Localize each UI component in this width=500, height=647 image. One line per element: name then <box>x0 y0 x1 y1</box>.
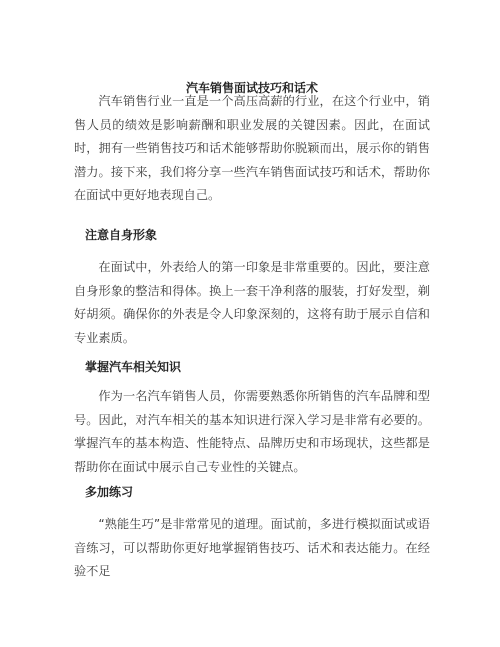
section-heading-car-knowledge: 掌握汽车相关知识 <box>85 360 182 374</box>
intro-paragraph: 汽车销售行业一直是一个高压高薪的行业，在这个行业中，销售人员的绩效是影响薪酬和职业发展的关键因素。因此，在面试时，拥有一些销售技巧和话术能够帮助你脱颖而出，展示你的销售潜力。接下来，我们将分享一些汽车销售面试技巧和话术，帮助你在面试中更好地表现自己。 <box>74 94 430 203</box>
section-heading-practice: 多加练习 <box>85 485 134 499</box>
document-title: 汽车销售面试技巧和话术 <box>185 81 318 95</box>
section-body-appearance: 在面试中，外表给人的第一印象是非常重要的。因此，要注意自身形象的整洁和得体。换上一套干净利落的服装，打好发型，剃好胡须。确保你的外表是令人印象深刻的，这将有助于展示自信和专业素质。 <box>74 260 430 345</box>
section-body-car-knowledge: 作为一名汽车销售人员，你需要熟悉你所销售的汽车品牌和型号。因此，对汽车相关的基本知识进行深入学习是非常有必要的。掌握汽车的基本构造、性能特点、品牌历史和市场现状，这些都是帮助你在面试中展示自己专业性的关键点。 <box>74 389 430 474</box>
section-body-practice: “熟能生巧”是非常常见的道理。面试前，多进行模拟面试或语音练习，可以帮助你更好地掌握销售技巧、话术和表达能力。在经验不足 <box>74 517 430 579</box>
section-heading-appearance: 注意自身形象 <box>85 228 158 242</box>
